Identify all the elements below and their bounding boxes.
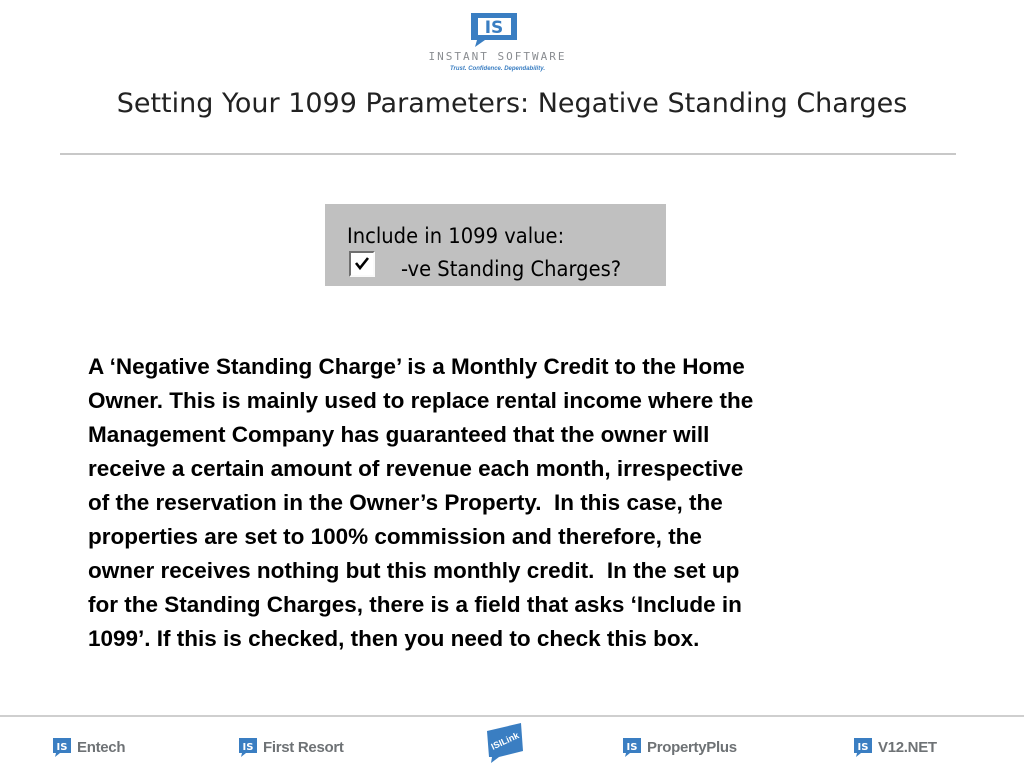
is-logo-icon — [467, 10, 527, 48]
brand-name: PropertyPlus — [647, 738, 737, 756]
body-line: for the Standing Charges, there is a field that asks ‘Include in — [88, 592, 742, 617]
negative-standing-charges-label: -ve Standing Charges? — [401, 257, 622, 281]
brand-name: First Resort — [263, 738, 344, 756]
logo-badge-text: IS — [484, 18, 504, 38]
brand-propertyplus — [622, 734, 737, 760]
logo-tagline: Trust. Confidence. Dependability. — [449, 66, 545, 72]
brand-v12-net — [853, 734, 937, 760]
brand-name: Entech — [77, 738, 126, 756]
brand-name: ISILink — [489, 730, 521, 752]
body-paragraph — [88, 350, 948, 656]
brand-first-resort — [238, 734, 344, 760]
footer-brand-bar — [0, 717, 1024, 768]
body-line: 1099’. If this is checked, then you need to check this box. — [88, 626, 700, 651]
include-in-1099-label: Include in 1099 value: — [347, 224, 565, 248]
body-line: properties are set to 100% commission and therefore, the — [88, 524, 702, 549]
svg-text:IS: IS — [242, 742, 254, 753]
body-line: of the reservation in the Owner’s Property. In this case, the — [88, 490, 723, 515]
is-logo-icon — [238, 736, 260, 758]
brand-name: V12.NET — [878, 738, 937, 756]
body-line: owner receives nothing but this monthly credit. In the set up — [88, 558, 740, 583]
body-line: Management Company has guaranteed that the owner will — [88, 422, 710, 447]
is-logo-icon — [52, 736, 74, 758]
logo-company-name: INSTANT SOFTWARE — [428, 50, 567, 63]
svg-text:IS: IS — [626, 742, 638, 753]
instant-software-logo — [415, 10, 580, 78]
is-logo-icon — [853, 736, 875, 758]
body-line: Owner. This is mainly used to replace rental income where the — [88, 388, 754, 413]
svg-text:IS: IS — [857, 742, 869, 753]
svg-text:IS: IS — [56, 742, 68, 753]
is-logo-icon — [622, 736, 644, 758]
settings-option-panel — [325, 204, 666, 286]
body-line: receive a certain amount of revenue each month, irrespective — [88, 456, 744, 481]
title-divider — [60, 153, 956, 155]
negative-standing-charges-checkbox[interactable] — [349, 251, 375, 277]
brand-isilink — [483, 721, 527, 765]
checkmark-icon — [353, 255, 371, 273]
body-line: A ‘Negative Standing Charge’ is a Monthly Credit to the Home — [88, 354, 745, 379]
slide-title: Setting Your 1099 Parameters: Negative Standing Charges — [116, 88, 908, 119]
brand-entech — [52, 734, 125, 760]
